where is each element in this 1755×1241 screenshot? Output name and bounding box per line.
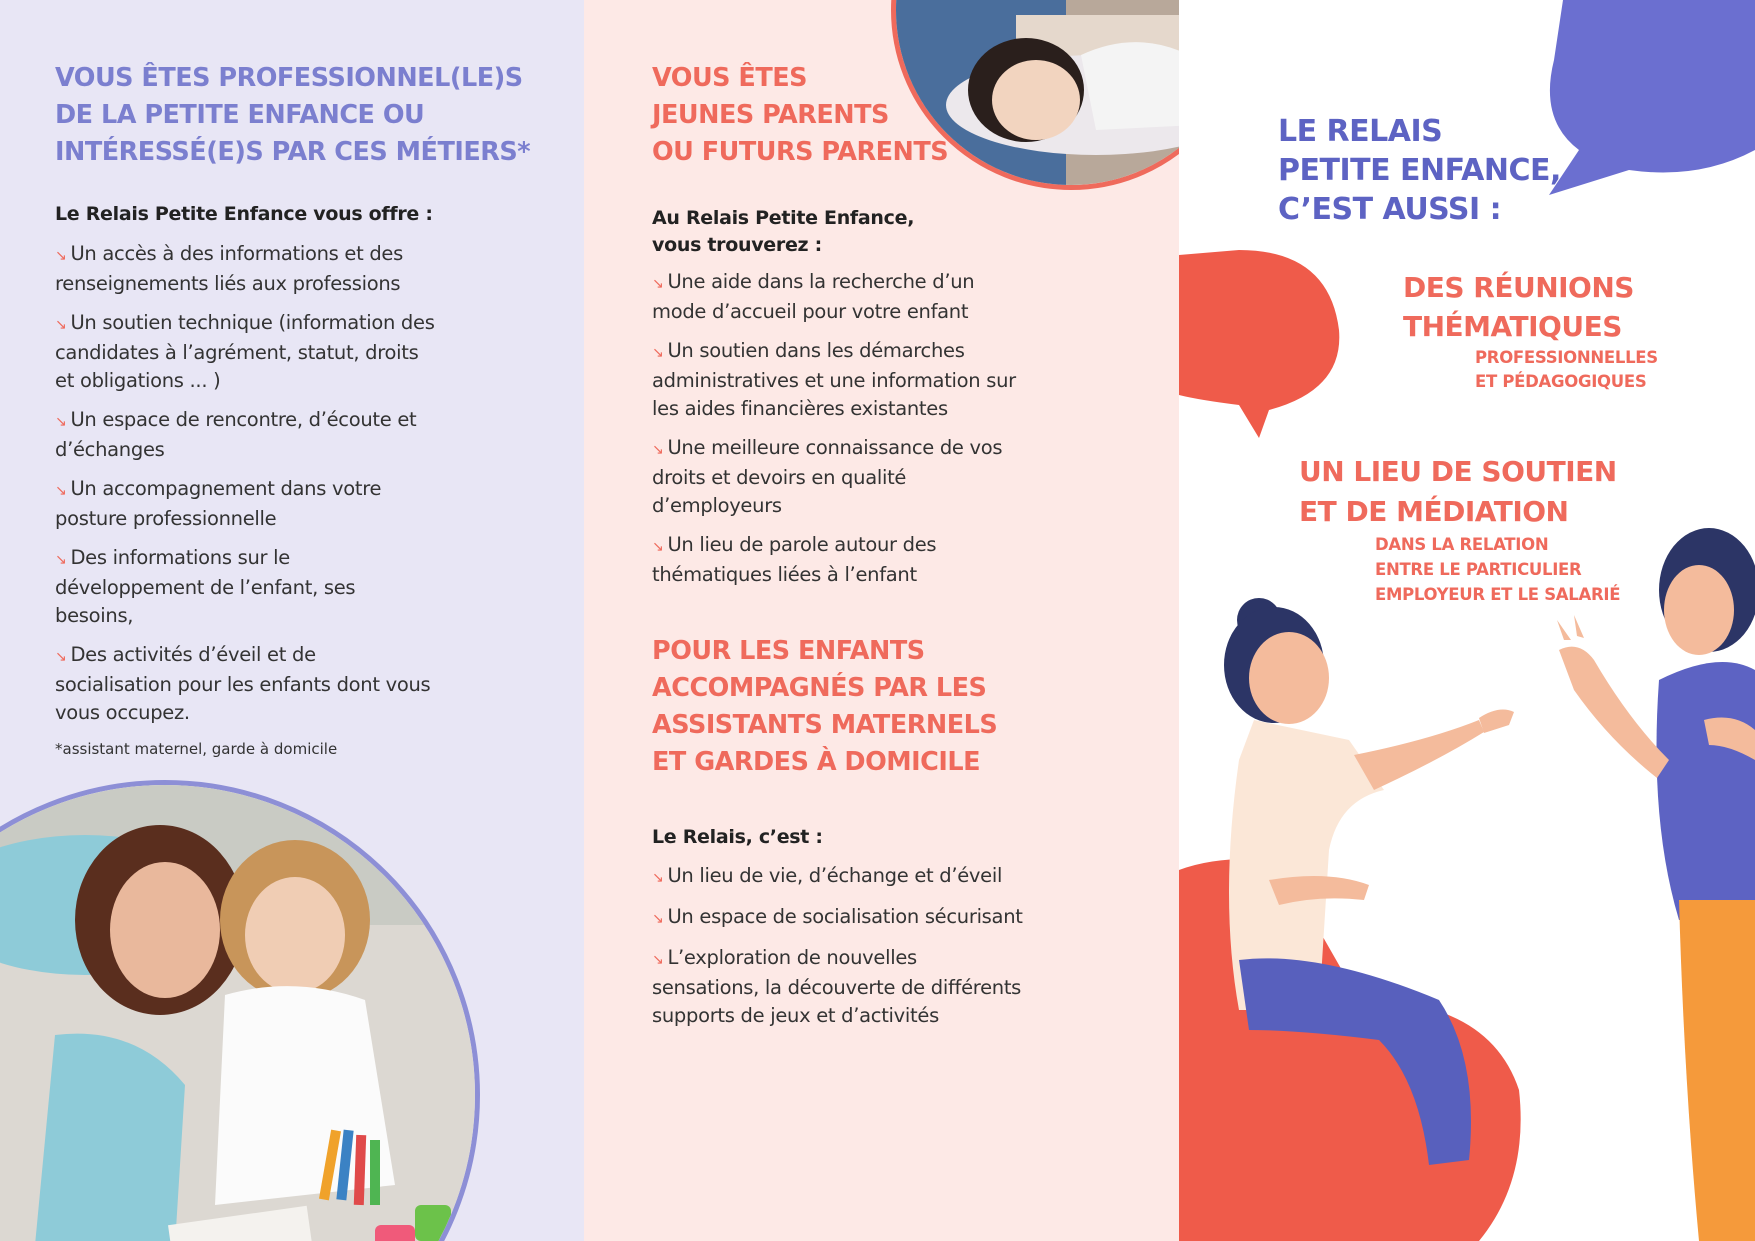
- left-intro: Le Relais Petite Enfance vous offre :: [55, 203, 433, 225]
- list-item: ↘ Des informations sur le développement de l’enfant, ses besoins,: [55, 546, 356, 627]
- block-reunions: [1403, 268, 1658, 394]
- list-item: ↘ Un accès à des informations et des renseignements liés aux professions: [55, 242, 403, 295]
- block1-sub-line: PROFESSIONNELLES: [1475, 348, 1658, 367]
- list-item: ↘ Une aide dans la recherche d’un mode d’accueil pour votre enfant: [652, 270, 975, 323]
- block1-title-line: DES RÉUNIONS: [1403, 271, 1634, 304]
- middle-panel: [584, 0, 1179, 1241]
- left-title-line: DE LA PETITE ENFANCE OU: [55, 100, 425, 130]
- block2-title-line: UN LIEU DE SOUTIEN: [1299, 455, 1617, 488]
- block2-title-line: ET DE MÉDIATION: [1299, 495, 1569, 528]
- middle-section2-title: [652, 633, 997, 781]
- list-item: ↘ Un espace de socialisation sécurisant: [652, 905, 1023, 928]
- list-item: ↘ Un lieu de vie, d’échange et d’éveil: [652, 864, 1003, 887]
- middle-title-line: JEUNES PARENTS: [652, 100, 889, 130]
- middle-intro-line: vous trouverez :: [652, 234, 822, 256]
- block1-sub-line: ET PÉDAGOGIQUES: [1475, 372, 1647, 391]
- photo-mother-child: [0, 780, 480, 1241]
- middle-list: [652, 268, 1027, 600]
- list-item: ↘ Des activités d’éveil et de socialisation pour les enfants dont vous vous occupez.: [55, 643, 431, 724]
- list-item: ↘ Une meilleure connaissance de vos droits et devoirs en qualité d’employeurs: [652, 436, 1003, 517]
- arrow-down-right-icon: ↘: [652, 911, 664, 927]
- list-item: ↘ Un soutien technique (information des candidates à l’agrément, statut, droits et obligations ... ): [55, 311, 435, 392]
- section2-intro: Le Relais, c’est :: [652, 826, 823, 848]
- arrow-down-right-icon: ↘: [652, 442, 664, 458]
- right-title: [1179, 112, 1561, 229]
- section2-title-line: POUR LES ENFANTS: [652, 636, 925, 666]
- footnote: *assistant maternel, garde à domicile: [55, 740, 338, 758]
- arrow-down-right-icon: ↘: [55, 552, 67, 568]
- speech-bubble-icon: [1549, 0, 1755, 195]
- list-item: ↘ Un espace de rencontre, d’écoute et d’échanges: [55, 408, 417, 461]
- left-list: [55, 240, 435, 738]
- right-title-line: PETITE ENFANCE,: [1278, 153, 1561, 188]
- arrow-down-right-icon: ↘: [652, 345, 664, 361]
- section2-title-line: ASSISTANTS MATERNELS: [652, 710, 998, 740]
- left-title: [55, 60, 530, 171]
- left-title-line: VOUS ÊTES PROFESSIONNEL(LE)S: [55, 63, 523, 93]
- section2-title-line: ACCOMPAGNÉS PAR LES: [652, 673, 987, 703]
- list-item: ↘ Un accompagnement dans votre posture professionnelle: [55, 477, 382, 530]
- list-item: ↘ L’exploration de nouvelles sensations, la découverte de différents supports de jeux et d’activités: [652, 946, 1022, 1027]
- left-title-line: INTÉRESSÉ(E)S PAR CES MÉTIERS*: [55, 137, 531, 167]
- speech-bubble-icon: [1179, 250, 1339, 438]
- arrow-down-right-icon: ↘: [55, 414, 67, 430]
- arrow-down-right-icon: ↘: [55, 317, 67, 333]
- left-panel: [0, 0, 584, 1241]
- right-panel: [1179, 0, 1755, 1241]
- block2-sub-line: EMPLOYEUR ET LE SALARIÉ: [1375, 585, 1621, 604]
- arrow-down-right-icon: ↘: [652, 870, 664, 886]
- arrow-down-right-icon: ↘: [652, 276, 664, 292]
- middle-title-line: OU FUTURS PARENTS: [652, 137, 949, 167]
- block-soutien: [1299, 452, 1620, 607]
- middle-title: [652, 60, 948, 171]
- block1-title-line: THÉMATIQUES: [1403, 310, 1622, 343]
- arrow-down-right-icon: ↘: [652, 539, 664, 555]
- block2-sub-line: DANS LA RELATION: [1375, 535, 1549, 554]
- arrow-down-right-icon: ↘: [55, 483, 67, 499]
- middle-intro: [652, 205, 914, 259]
- arrow-down-right-icon: ↘: [652, 952, 664, 968]
- middle-intro-line: Au Relais Petite Enfance,: [652, 207, 915, 229]
- right-title-line: LE RELAIS: [1278, 114, 1443, 149]
- list-item: ↘ Un lieu de parole autour des thématiques liées à l’enfant: [652, 533, 937, 586]
- arrow-down-right-icon: ↘: [55, 649, 67, 665]
- block2-sub-line: ENTRE LE PARTICULIER: [1375, 560, 1582, 579]
- section2-title-line: ET GARDES À DOMICILE: [652, 747, 981, 777]
- section2-list: [652, 862, 1027, 1041]
- arrow-down-right-icon: ↘: [55, 248, 67, 264]
- list-item: ↘ Un soutien dans les démarches administratives et une information sur les aides financières existantes: [652, 339, 1016, 420]
- middle-title-line: VOUS ÊTES: [652, 63, 808, 93]
- photo-illustration: [0, 785, 475, 1241]
- right-title-line: C’EST AUSSI :: [1278, 192, 1502, 227]
